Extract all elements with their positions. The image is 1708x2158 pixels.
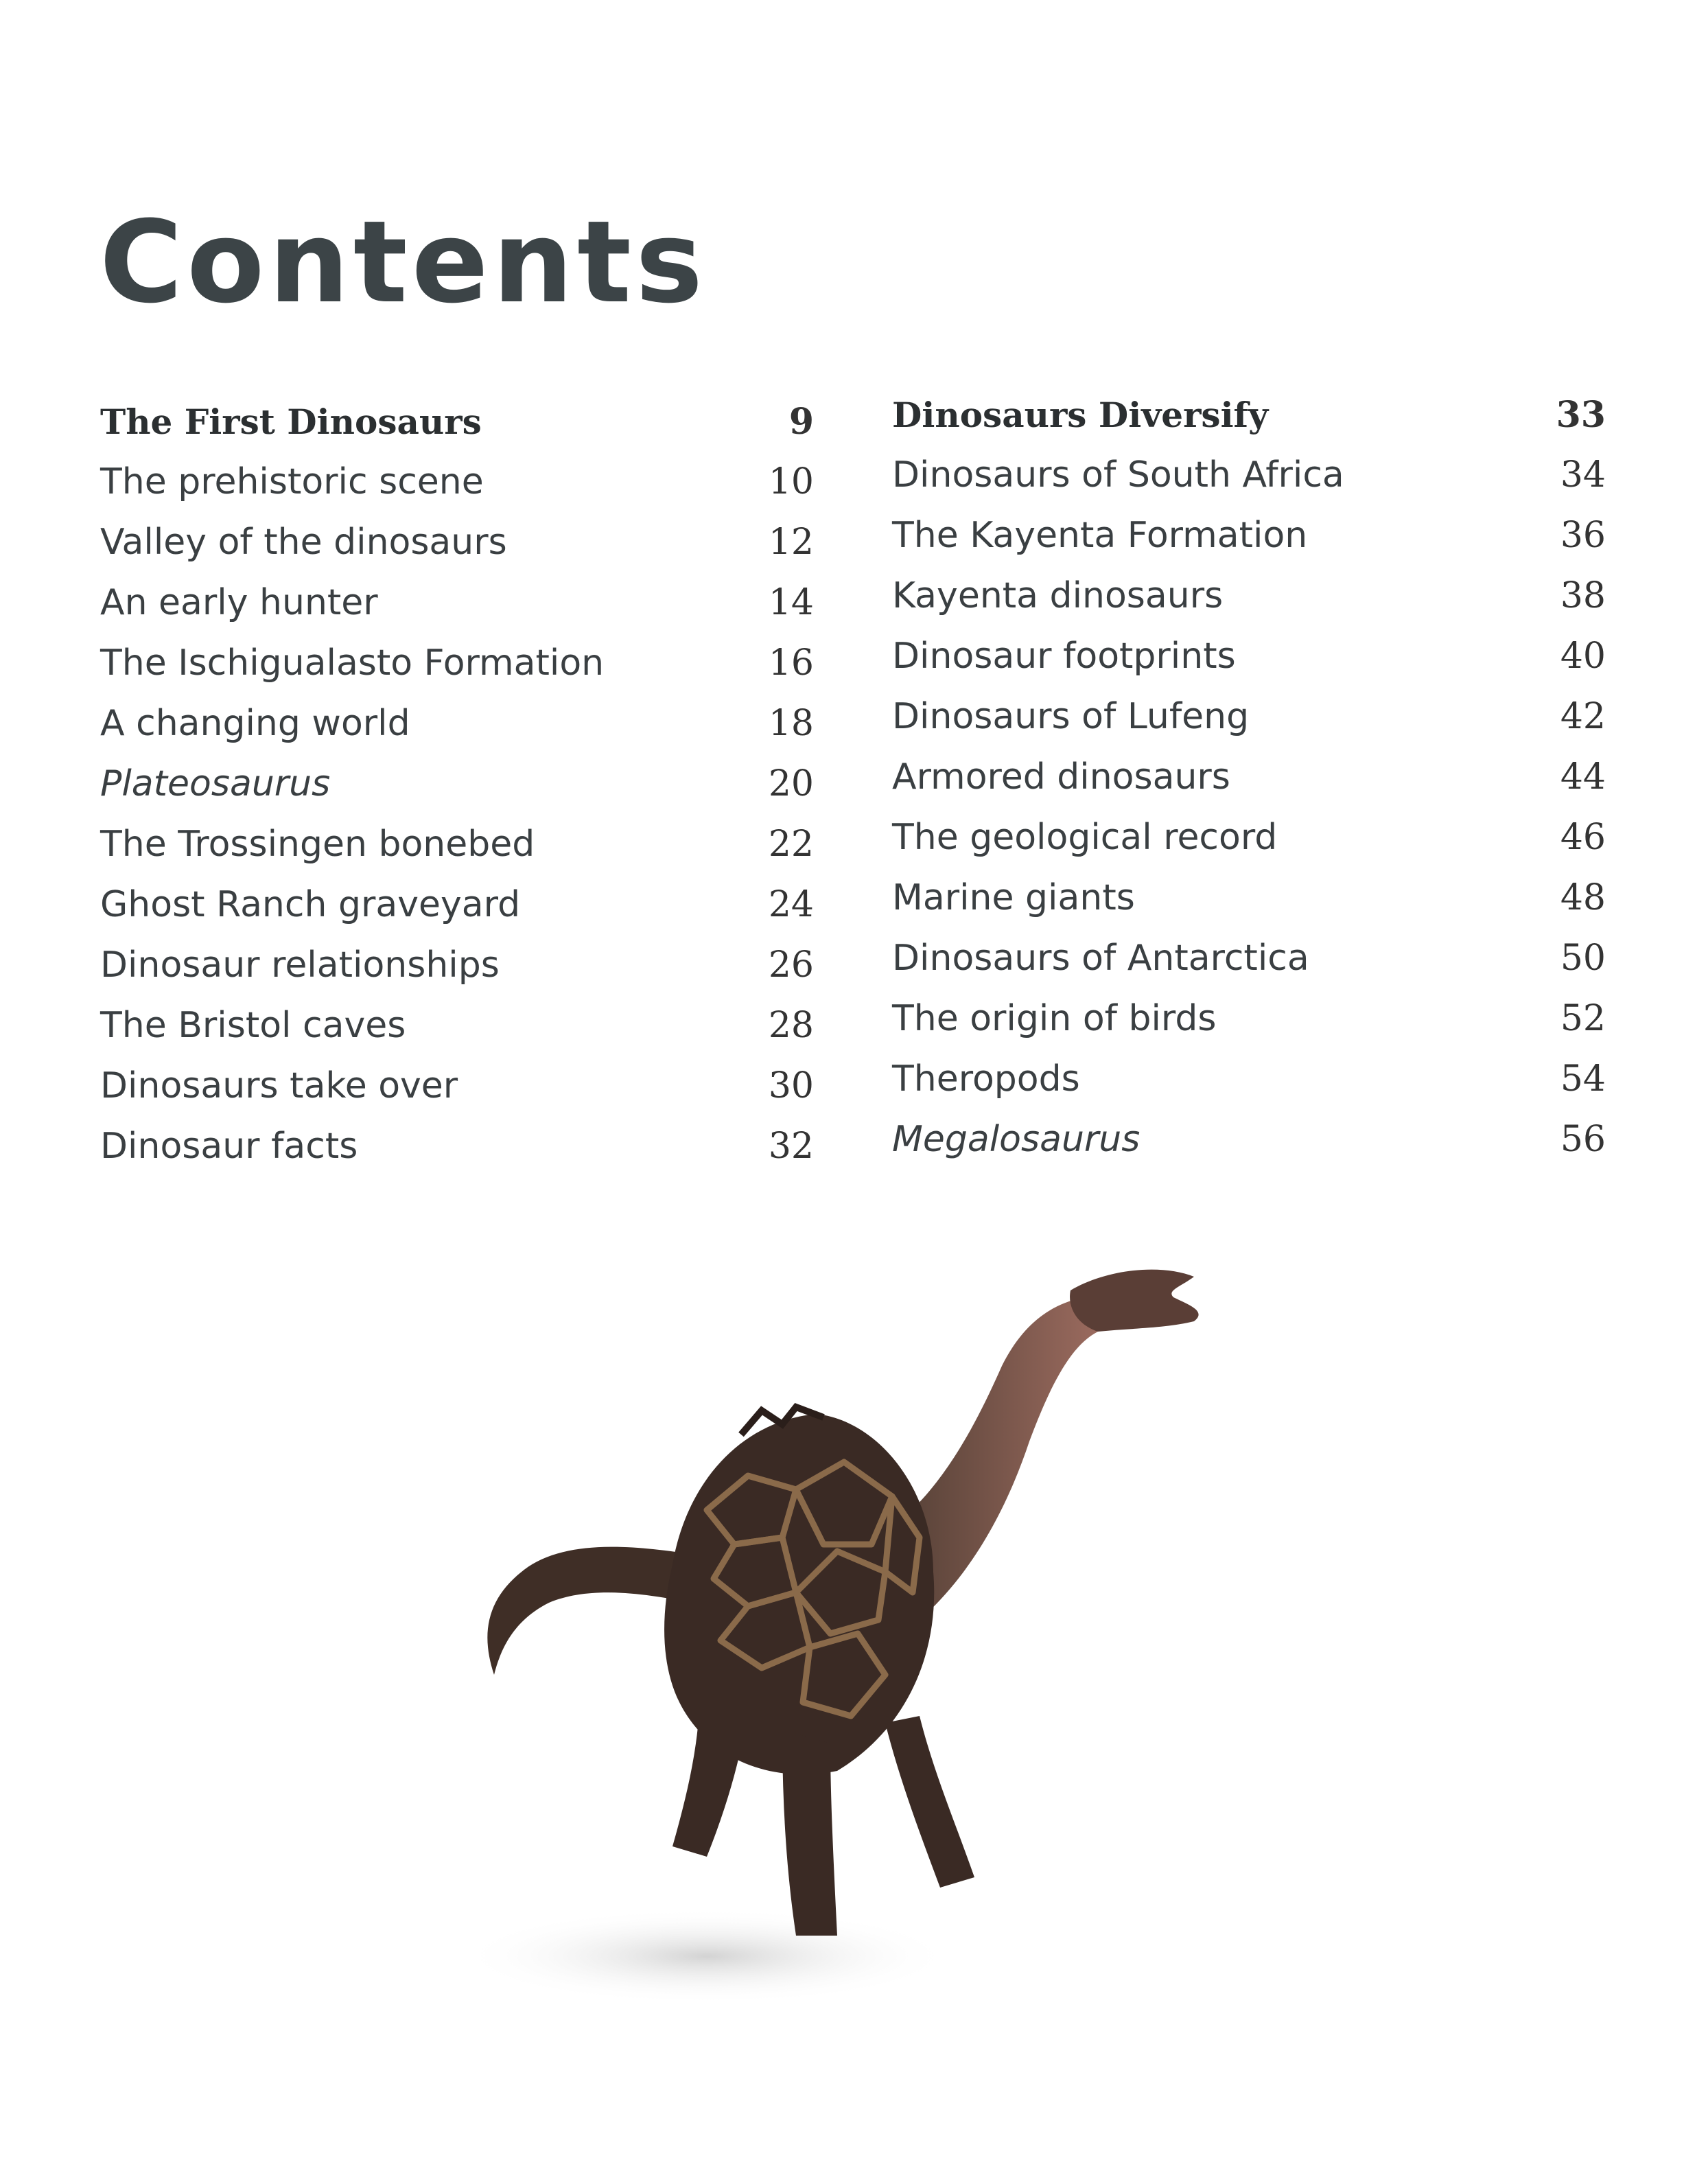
toc-entry[interactable] [100, 512, 814, 572]
toc-entry-title: The prehistoric scene [100, 461, 484, 502]
toc-entry-title: Dinosaur footprints [892, 636, 1236, 677]
toc-entry[interactable] [100, 572, 814, 633]
toc-entry-title: Marine giants [892, 877, 1135, 918]
toc-entry-page: 9 [788, 400, 814, 443]
toc-entry[interactable] [892, 686, 1606, 747]
toc-entry-title: Dinosaur facts [100, 1126, 358, 1167]
toc-entry-page: 40 [1560, 636, 1606, 677]
toc-entry-page: 44 [1560, 756, 1606, 798]
toc-entry[interactable] [892, 384, 1606, 445]
toc-entry-title: The origin of birds [892, 998, 1217, 1039]
toc-entry[interactable] [892, 807, 1606, 868]
toc-entry-title: Plateosaurus [100, 763, 331, 804]
toc-entry-page: 52 [1560, 998, 1606, 1039]
toc-entry-title: An early hunter [100, 582, 378, 623]
toc-entry[interactable] [892, 626, 1606, 686]
toc-entry-title: Megalosaurus [892, 1119, 1140, 1160]
toc-entry-page: 33 [1556, 393, 1606, 436]
toc-entry[interactable] [892, 868, 1606, 928]
toc-entry-title: The geological record [892, 817, 1278, 858]
toc-entry-title: The Kayenta Formation [892, 515, 1308, 556]
toc-entry-page: 54 [1560, 1058, 1606, 1100]
toc-entry-title: Dinosaurs take over [100, 1065, 458, 1106]
toc-entry-page: 36 [1560, 515, 1606, 556]
toc-entry-page: 16 [768, 642, 814, 684]
toc-entry[interactable] [100, 452, 814, 512]
toc-entry-title: Dinosaur relationships [100, 944, 500, 986]
toc-column-left [100, 391, 814, 1176]
toc-entry-title: Dinosaurs of Antarctica [892, 938, 1309, 979]
toc-entry-page: 26 [768, 944, 814, 986]
dinosaur-hind-leg-left [672, 1689, 748, 1857]
toc-entry-title: A changing world [100, 703, 410, 744]
toc-entry-title: Armored dinosaurs [892, 756, 1230, 798]
ground-shadow [460, 1908, 954, 2004]
toc-entry-title: Dinosaurs of Lufeng [892, 696, 1250, 737]
toc-entry-title: Dinosaurs Diversify [892, 394, 1269, 435]
toc-entry-title: The Ischigualasto Formation [100, 642, 605, 684]
dinosaur-front-leg [885, 1716, 974, 1888]
toc-entry-page: 28 [768, 1005, 814, 1046]
toc-entry[interactable] [892, 1109, 1606, 1170]
toc-entry-page: 32 [768, 1126, 814, 1167]
toc-entry-title: Valley of the dinosaurs [100, 522, 507, 563]
toc-entry-title: The Trossingen bonebed [100, 824, 535, 865]
toc-entry-page: 48 [1560, 877, 1606, 918]
dinosaur-hind-leg-right [782, 1730, 837, 1936]
toc-entry-page: 10 [768, 461, 814, 502]
toc-entry-page: 34 [1560, 454, 1606, 496]
toc-entry-page: 14 [768, 582, 814, 623]
toc-entry[interactable] [100, 1116, 814, 1176]
toc-entry-page: 24 [768, 884, 814, 925]
toc-entry[interactable] [100, 693, 814, 754]
toc-entry[interactable] [100, 1056, 814, 1116]
toc-entry-page: 56 [1560, 1119, 1606, 1160]
toc-entry[interactable] [100, 874, 814, 935]
toc-entry-page: 50 [1560, 938, 1606, 979]
toc-entry-title: Dinosaurs of South Africa [892, 454, 1344, 496]
toc-entry[interactable] [100, 935, 814, 995]
sauropod-dinosaur-illustration [412, 1249, 1372, 2073]
toc-entry-page: 42 [1560, 696, 1606, 737]
toc-entry[interactable] [892, 505, 1606, 566]
toc-column-right [892, 384, 1606, 1170]
toc-entry-page: 18 [768, 703, 814, 744]
toc-entry[interactable] [100, 995, 814, 1056]
toc-entry[interactable] [892, 566, 1606, 626]
toc-entry[interactable] [892, 988, 1606, 1049]
toc-entry[interactable] [100, 391, 814, 452]
toc-entry[interactable] [892, 747, 1606, 807]
toc-entry[interactable] [100, 814, 814, 874]
toc-entry[interactable] [100, 754, 814, 814]
toc-entry-page: 20 [768, 763, 814, 804]
toc-entry[interactable] [100, 633, 814, 693]
toc-entry-title: The First Dinosaurs [100, 401, 482, 442]
toc-entry-title: Theropods [892, 1058, 1080, 1100]
toc-entry[interactable] [892, 445, 1606, 505]
toc-entry-title: The Bristol caves [100, 1005, 406, 1046]
toc-entry-page: 46 [1560, 817, 1606, 858]
toc-entry[interactable] [892, 928, 1606, 988]
page-title: Contents [100, 196, 707, 328]
toc-entry-page: 30 [768, 1065, 814, 1106]
toc-entry-title: Kayenta dinosaurs [892, 575, 1224, 616]
toc-entry[interactable] [892, 1049, 1606, 1109]
dinosaur-head [1070, 1270, 1199, 1332]
toc-entry-page: 38 [1560, 575, 1606, 616]
toc-entry-title: Ghost Ranch graveyard [100, 884, 521, 925]
toc-entry-page: 22 [768, 824, 814, 865]
toc-entry-page: 12 [768, 522, 814, 563]
